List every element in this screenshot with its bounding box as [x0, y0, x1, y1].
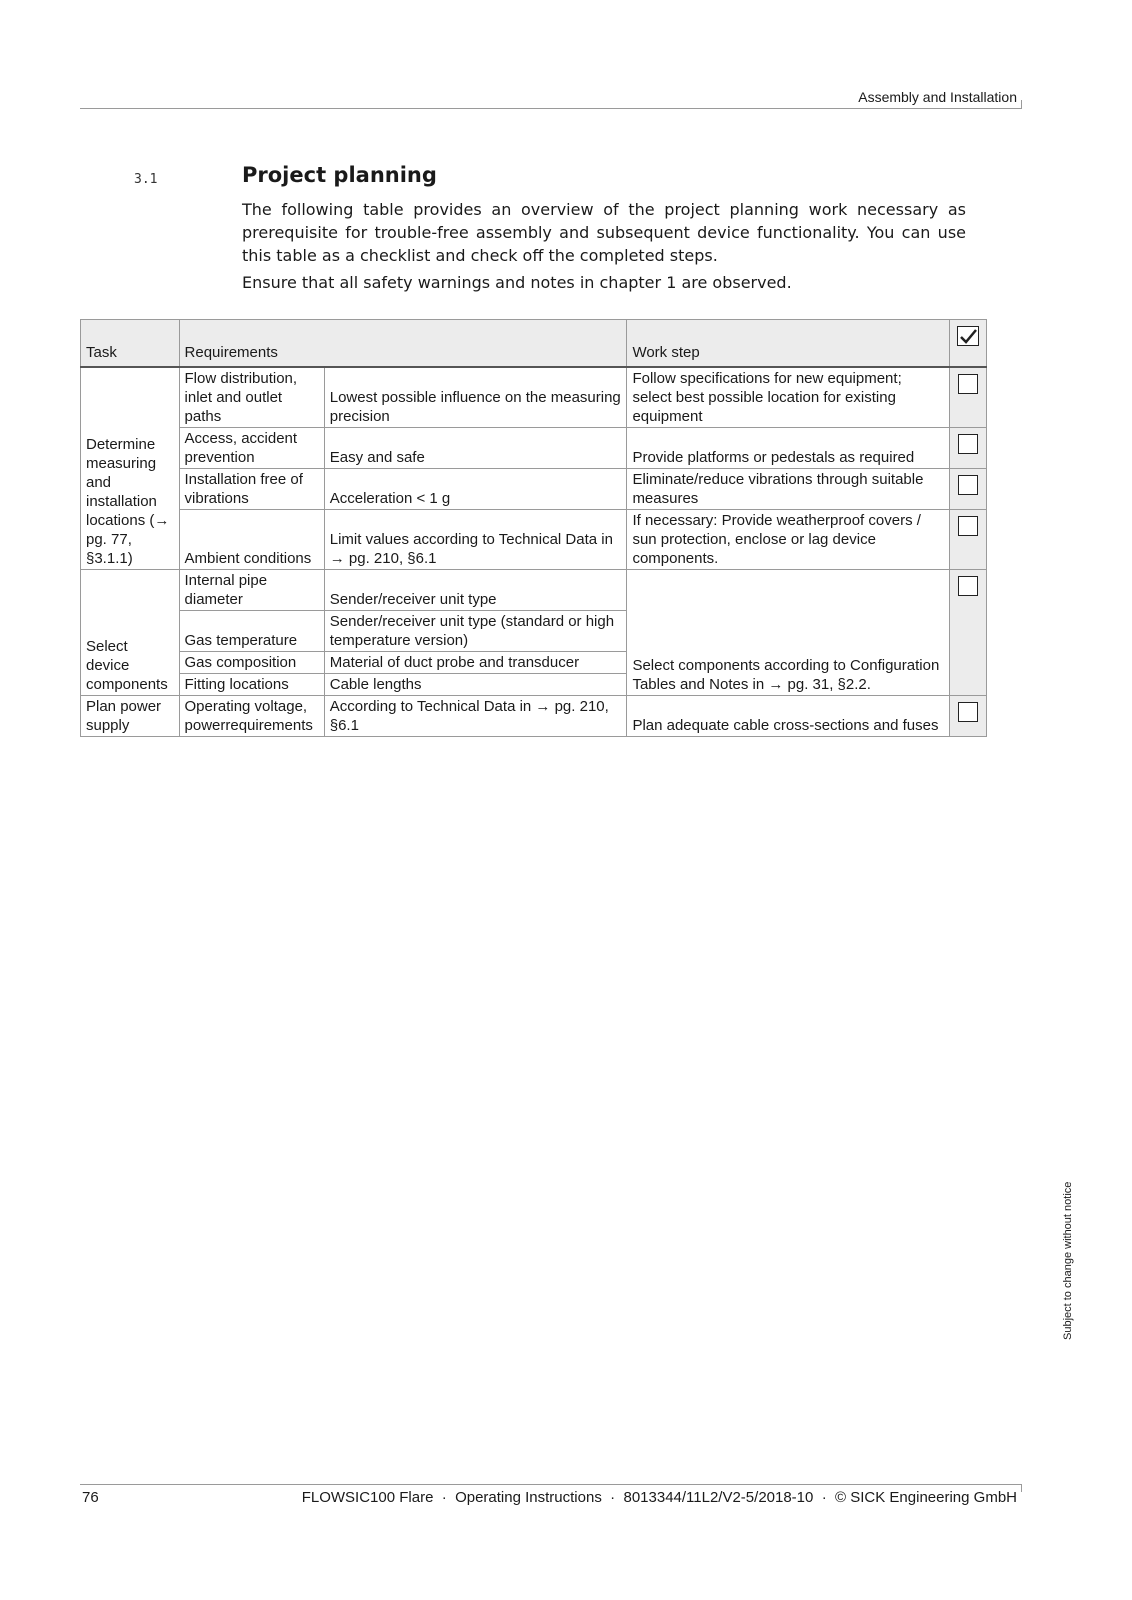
detail-cell: Lowest possible influence on the measuring precision — [324, 367, 627, 428]
table-header-row — [81, 320, 987, 368]
requirement-cell: Ambient conditions — [179, 510, 324, 570]
table-row — [81, 469, 987, 510]
table-row — [81, 367, 987, 428]
requirement-cell: Operating voltage, powerrequirements — [179, 696, 324, 737]
check-cell[interactable] — [950, 367, 987, 428]
check-cell[interactable] — [950, 510, 987, 570]
side-note: Subject to change without notice — [1062, 1181, 1074, 1340]
section-number: 3.1 — [134, 172, 158, 187]
section-note: Ensure that all safety warnings and notes in chapter 1 are observed. — [242, 273, 792, 292]
detail-cell: Easy and safe — [324, 428, 627, 469]
requirement-cell: Gas temperature — [179, 611, 324, 652]
requirement-cell: Internal pipe diameter — [179, 570, 324, 611]
detail-cell: Limit values according to Technical Data in → pg. 210, §6.1 — [324, 510, 627, 570]
detail-cell: Material of duct probe and transducer — [324, 652, 627, 674]
check-cell[interactable] — [950, 570, 987, 696]
work-step-cell: Plan adequate cable cross-sections and fuses — [627, 696, 950, 737]
work-step-cell: Follow specifications for new equipment; select best possible location for existing equipment — [627, 367, 950, 428]
requirement-cell: Installation free of vibrations — [179, 469, 324, 510]
project-planning-table — [80, 319, 987, 737]
work-step-cell: Eliminate/reduce vibrations through suitable measures — [627, 469, 950, 510]
task-cell: Determine measuring and installation locations (→ pg. 77, §3.1.1) — [81, 367, 180, 570]
detail-cell: Cable lengths — [324, 674, 627, 696]
checkbox[interactable] — [958, 434, 978, 454]
checkbox[interactable] — [958, 576, 978, 596]
table-row — [81, 428, 987, 469]
table-row — [81, 696, 987, 737]
checkbox[interactable] — [958, 475, 978, 495]
requirement-cell: Gas composition — [179, 652, 324, 674]
footer-rule — [80, 1484, 1022, 1485]
detail-cell: Sender/receiver unit type — [324, 570, 627, 611]
header-requirements: Requirements — [179, 320, 627, 368]
work-step-cell: Select components according to Configuration Tables and Notes in → pg. 31, §2.2. — [627, 570, 950, 696]
work-step-cell: Provide platforms or pedestals as required — [627, 428, 950, 469]
table-row — [81, 570, 987, 611]
checkbox[interactable] — [958, 374, 978, 394]
requirement-cell: Fitting locations — [179, 674, 324, 696]
task-cell: Select device components — [81, 570, 180, 696]
detail-cell: Acceleration < 1 g — [324, 469, 627, 510]
footer-text: FLOWSIC100 Flare · Operating Instructions · 8013344/11L2/V2-5/2018-10 · © SICK Engineering GmbH — [301, 1489, 1017, 1506]
section-intro: The following table provides an overview of the project planning work necessary as prerequisite for trouble-free assembly and subsequent device functionality. You can use this table as a checklist and check off the completed steps. — [242, 200, 966, 265]
header-rule — [80, 108, 1022, 109]
checked-box-icon — [957, 326, 979, 346]
header-tick — [1021, 100, 1022, 108]
requirement-cell: Access, accident prevention — [179, 428, 324, 469]
table-row — [81, 510, 987, 570]
check-cell[interactable] — [950, 696, 987, 737]
header-check — [950, 320, 987, 368]
work-step-cell: If necessary: Provide weatherproof covers / sun protection, enclose or lag device components. — [627, 510, 950, 570]
checkbox[interactable] — [958, 702, 978, 722]
page-number: 76 — [82, 1489, 99, 1506]
check-cell[interactable] — [950, 428, 987, 469]
check-cell[interactable] — [950, 469, 987, 510]
checkbox[interactable] — [958, 516, 978, 536]
header-work-step: Work step — [627, 320, 950, 368]
task-cell: Plan power supply — [81, 696, 180, 737]
requirement-cell: Flow distribution, inlet and outlet paths — [179, 367, 324, 428]
header-task: Task — [81, 320, 180, 368]
footer-tick — [1021, 1484, 1022, 1492]
section-title: Project planning — [242, 163, 437, 187]
detail-cell: Sender/receiver unit type (standard or high temperature version) — [324, 611, 627, 652]
detail-cell: According to Technical Data in → pg. 210, §6.1 — [324, 696, 627, 737]
chapter-title: Assembly and Installation — [858, 89, 1017, 105]
